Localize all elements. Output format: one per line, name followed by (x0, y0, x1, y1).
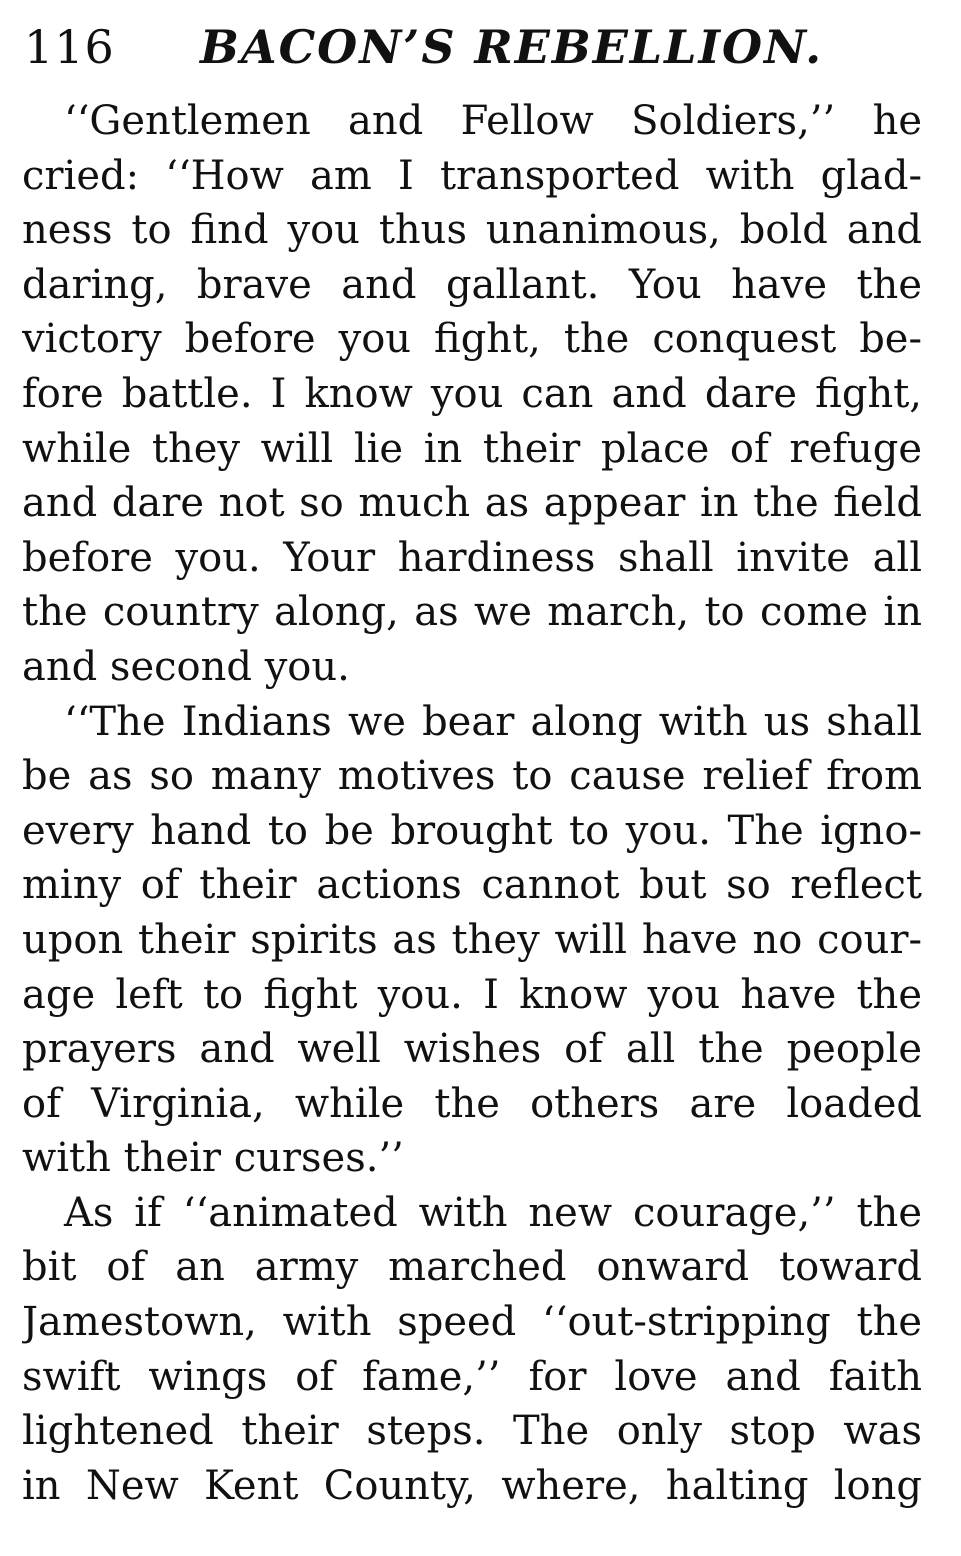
text-line: Jamestown, with speed ‘‘out-stripping the (22, 1299, 922, 1346)
text-line: daring, brave and gallant. You have the (22, 261, 922, 308)
text-line: ‘‘Gentlemen and Fellow Soldiers,’’ he (64, 98, 922, 144)
text-line: swift wings of fame,’’ for love and faith (22, 1353, 922, 1400)
text-line: be as so many motives to cause relief from (22, 753, 922, 800)
text-line: victory before you fight, the conquest be- (22, 316, 922, 363)
text-line: of Virginia, while the others are loaded (22, 1080, 922, 1127)
paragraph-speech-part-1 (22, 94, 922, 695)
text-line: the country along, as we march, to come in (22, 589, 922, 636)
body-text (22, 94, 922, 1513)
text-line: ‘‘The Indians we bear along with us shall (64, 698, 922, 745)
text-line: every hand to be brought to you. The igno- (22, 807, 922, 854)
text-line: lightened their steps. The only stop was (22, 1408, 922, 1455)
text-line: and second you. (22, 643, 350, 690)
text-line: while they will lie in their place of refuge (22, 425, 922, 472)
running-header (22, 12, 922, 82)
text-line: with their curses.’’ (22, 1135, 404, 1182)
text-line: fore battle. I know you can and dare fight, (22, 370, 922, 417)
running-title: BACON’S REBELLION. (200, 20, 824, 74)
book-page (22, 12, 922, 1513)
text-line: bit of an army marched onward toward (22, 1244, 922, 1291)
paragraph-speech-part-2 (22, 695, 922, 1186)
text-line: As if ‘‘animated with new courage,’’ the (64, 1189, 922, 1236)
text-line: before you. Your hardiness shall invite all (22, 534, 922, 581)
text-line: miny of their actions cannot but so reflect (22, 862, 922, 909)
text-line: age left to fight you. I know you have the (22, 971, 922, 1018)
text-line: upon their spirits as they will have no cour- (22, 916, 922, 963)
text-line: and dare not so much as appear in the field (22, 480, 922, 527)
text-line: prayers and well wishes of all the people (22, 1026, 922, 1073)
page-number: 116 (24, 20, 115, 74)
text-line: ness to find you thus unanimous, bold and (22, 207, 922, 254)
paragraph-narrative (22, 1186, 922, 1514)
text-line: cried: ‘‘How am I transported with glad- (22, 152, 922, 199)
text-line: in New Kent County, where, halting long (22, 1462, 922, 1509)
